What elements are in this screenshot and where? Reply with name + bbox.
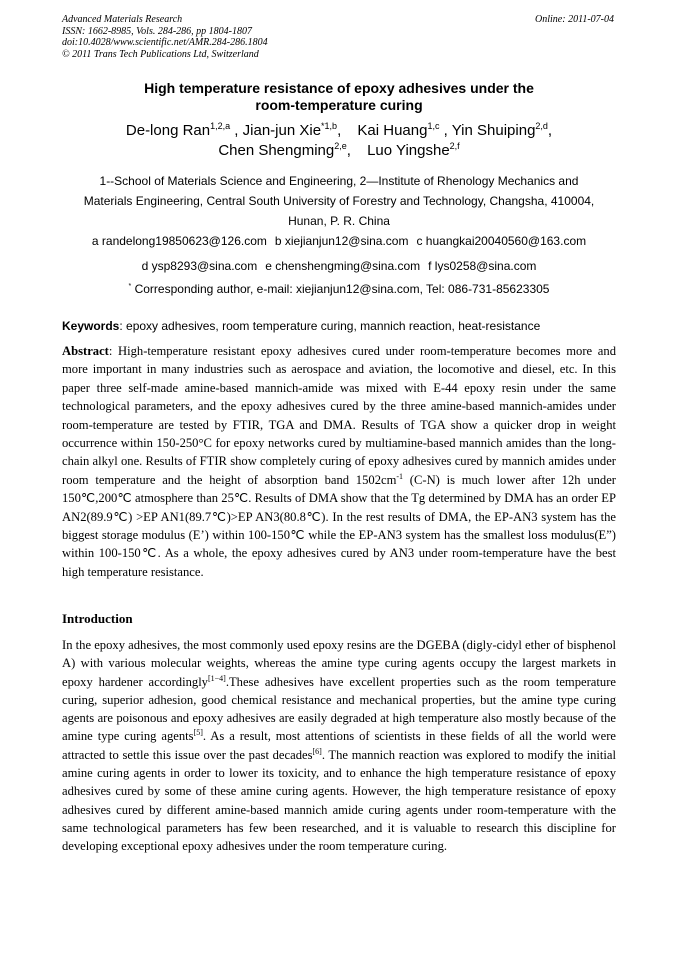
intro-text: .These adhesives have excellent properties such as the room temperature curing, superior adhesion, good chemical resistance and mechanical properties, but the amine type curing agents are poisonous and epoxy adhesives are easily degraded at high temperature also mostly because of the amine type curing agents bbox=[62, 674, 616, 744]
paper-title bbox=[62, 80, 616, 114]
intro-text: In the epoxy adhesives, the most commonly used epoxy resins are the DGEBA (digly-cidyl ether of bisphenol A) with various molecular weights, whereas the amine type curing agents occupy the largest markets in epoxy hardener accordingly bbox=[62, 638, 616, 689]
corresponding-mark: * bbox=[128, 283, 132, 290]
abstract-text-cont: (C-N) is much lower after 12h under 150℃,200℃ atmosphere than 25℃. Results of DMA show that the Tg determined by DMA has an order EP AN2(89.9℃) >EP AN1(89.7℃)>EP AN3(80.8℃). In the rest results of DMA, the EP-AN3 system has the biggest storage modulus (E’) within 100-150℃ while the EP-AN3 system has the smallest loss modulus(E”) within 100-150℃. As a whole, the epoxy adhesives cured by AN3 under room-temperature have the best high temperature resistance. bbox=[62, 472, 616, 579]
author-name: De-long Ran bbox=[125, 122, 211, 139]
online-date: Online: 2011-07-04 bbox=[535, 14, 614, 25]
intro-text: . As a result, most attentions of scientists in these fields of all the world were attracted to settle this issue over the past decades bbox=[62, 729, 617, 762]
affiliation-line-2: Materials Engineering, Central South University of Forestry and Technology, Changsha, 410004, bbox=[83, 194, 595, 208]
keywords bbox=[62, 318, 616, 334]
author-name: Yin Shuiping bbox=[451, 122, 536, 139]
author-name: Luo Yingshe bbox=[367, 142, 450, 159]
abstract-label: Abstract bbox=[62, 344, 109, 358]
affiliations bbox=[62, 171, 616, 231]
author-separator: , bbox=[346, 142, 351, 159]
section-heading-introduction: Introduction bbox=[62, 611, 133, 626]
unit-superscript: -1 bbox=[396, 471, 404, 481]
doi-line: doi:10.4028/www.scientific.net/AMR.284-286.1804 bbox=[62, 37, 268, 48]
email-f: f lys0258@sina.com bbox=[428, 259, 537, 273]
journal-name: Advanced Materials Research bbox=[62, 14, 183, 25]
author-separator: , bbox=[439, 122, 448, 139]
abstract bbox=[62, 342, 616, 581]
author-name: Jian-jun Xie bbox=[242, 122, 322, 139]
author-separator: , bbox=[337, 122, 342, 139]
journal-header bbox=[62, 14, 442, 60]
author-separator: , bbox=[230, 122, 239, 139]
citation-ref: [5] bbox=[193, 728, 203, 738]
author-list bbox=[62, 121, 616, 161]
email-line-2 bbox=[62, 258, 616, 274]
author-affil-sup: 2,f bbox=[449, 141, 460, 151]
email-b: b xiejianjun12@sina.com bbox=[274, 234, 409, 248]
corresponding-author bbox=[62, 281, 616, 297]
keywords-label: Keywords bbox=[62, 319, 120, 333]
email-c: c huangkai20040560@163.com bbox=[416, 234, 587, 248]
issn-line: ISSN: 1662-8985, Vols. 284-286, pp 1804-1807 bbox=[62, 25, 252, 37]
author-affil-sup: 2,e bbox=[334, 141, 347, 151]
author-affil-sup: 1,2,a bbox=[210, 121, 231, 131]
author-affil-sup: 2,d bbox=[535, 121, 548, 131]
intro-text: . The mannich reaction was explored to modify the initial amine curing agents in order to lower its toxicity, and to enhance the high temperature resistance of epoxy adhesives cured by some of these amine curing agents. However, the high temperature resistance of epoxy adhesives cured by different amine-based mannich amide curing agents under room-temperature with the same technological parameters has few been researched, and it is valuable to research this discipline for developing exceptional epoxy adhesives under the room temperature curing. bbox=[62, 747, 617, 854]
corresponding-text: Corresponding author, e-mail: xiejianjun12@sina.com, Tel: 086-731-85623305 bbox=[131, 282, 550, 296]
copyright-line: © 2011 Trans Tech Publications Ltd, Switzerland bbox=[62, 48, 259, 60]
affiliation-line-1: 1--School of Materials Science and Engineering, 2—Institute of Rhenology Mechanics and bbox=[99, 174, 579, 188]
keywords-text: : epoxy adhesives, room temperature curing, mannich reaction, heat-resistance bbox=[119, 319, 541, 333]
author-affil-sup: *1,b bbox=[321, 121, 338, 131]
email-e: e chenshengming@sina.com bbox=[265, 259, 421, 273]
email-a: a randelong19850623@126.com bbox=[91, 234, 267, 248]
citation-ref: [1−4] bbox=[207, 673, 226, 683]
author-affil-sup: 1,c bbox=[427, 121, 440, 131]
author-name: Kai Huang bbox=[357, 122, 428, 139]
citation-ref: [6] bbox=[312, 746, 322, 756]
introduction-paragraph bbox=[62, 636, 616, 856]
abstract-text: : High-temperature resistant epoxy adhesives cured under room-temperature becomes more and more important in many industries such as aerospace and aviation, the locomotive and diesel, etc. In this paper three self-made amine-based mannich-amide was mixed with E-44 epoxy resin under the same technological parameters, and the epoxy adhesives cured by the three amine-based mannich-amides under room-temperature are tested by FTIR, TGA and DMA. Results of TGA show a quicker drop in weight occurrence within 150-250°C for epoxy networks cured by multiamine-based mannich amides than the long-chain alkyl one. Results of FTIR show completely curing of epoxy adhesives cured by mannich amides under room temperature and the height of absorption band 1502cm bbox=[62, 344, 616, 487]
author-name: Chen Shengming bbox=[218, 142, 335, 159]
author-separator: , bbox=[547, 122, 553, 139]
title-line-1: High temperature resistance of epoxy adhesives under the bbox=[144, 80, 534, 96]
email-line-1 bbox=[62, 233, 616, 249]
email-d: d ysp8293@sina.com bbox=[141, 259, 258, 273]
title-line-2: room-temperature curing bbox=[255, 97, 423, 113]
author-line-2 bbox=[62, 141, 616, 161]
author-line-1 bbox=[62, 121, 616, 141]
affiliation-line-3: Hunan, P. R. China bbox=[288, 214, 390, 228]
